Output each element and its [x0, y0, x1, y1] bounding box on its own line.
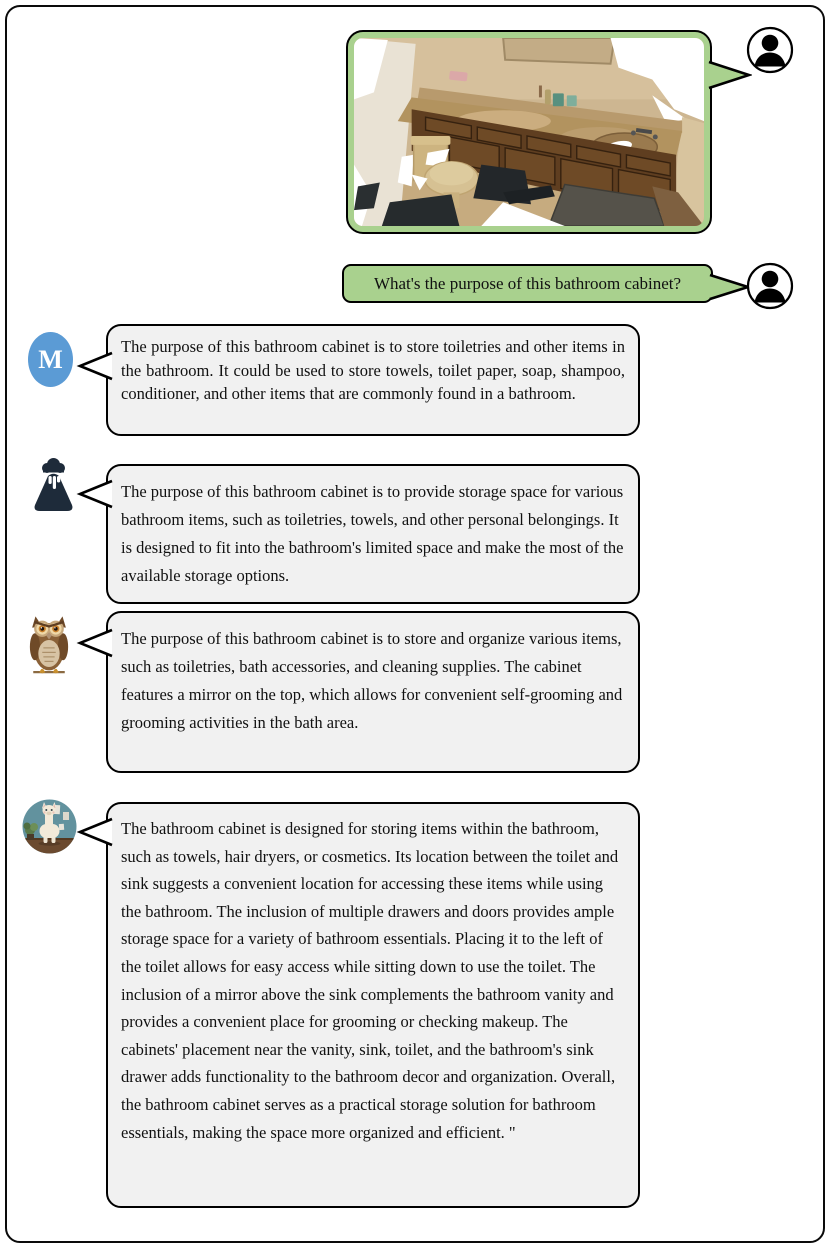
user-image-bubble — [346, 30, 712, 234]
model-m-avatar — [28, 332, 73, 387]
response-text-4: The bathroom cabinet is designed for storing items within the bathroom, such as towels, hair dryers, or cosmetics. Its location between the toilet and sink suggests a convenient location for accessing these items while using the bathroom. The inclusion of multiple drawers and doors provides ample storage space for a variety of bathroom essentials. Placing it to the left of the toilet allows for easy access while sitting down to use the toilet. The inclusion of a mirror above the sink complements the bathroom vanity and provides a convenient place for grooming or checking makeup. The cabinets' placement near the vanity, sink, toilet, and the bathroom's sink drawer adds functionality to the bathroom decor and organization. Overall, the bathroom cabinet serves as a practical storage solution for bathroom essentials, making the space more organized and efficient. " — [121, 819, 619, 1142]
question-text: What's the purpose of this bathroom cabinet? — [373, 273, 682, 293]
model-response-bubble-3 — [106, 611, 640, 773]
model-response-bubble-4 — [106, 802, 640, 1208]
bathroom-scan-image — [354, 38, 704, 226]
llama-avatar — [22, 799, 77, 854]
volcano-icon — [26, 456, 80, 514]
owl-icon — [22, 613, 76, 676]
user-question-bubble — [342, 264, 713, 303]
response-text-2: The purpose of this bathroom cabinet is to provide storage space for various bathroom items, such as toiletries, towels, and other personal belongings. It is designed to fit into the bathroom's limited space and make the most of the available storage options. — [121, 482, 624, 585]
user-person-icon — [746, 26, 794, 74]
model-response-bubble-1 — [106, 324, 640, 436]
response-text-1: The purpose of this bathroom cabinet is to store toiletries and other items in the bathroom. It could be used to store towels, toilet paper, soap, shampoo, conditioner, and other items that are commonly found in a bathroom. — [121, 337, 625, 403]
model-response-bubble-2 — [106, 464, 640, 604]
response-text-3: The purpose of this bathroom cabinet is to store and organize various items, such as toiletries, bath accessories, and cleaning supplies. The cabinet features a mirror on the top, which allows for convenient self-grooming and grooming activities in the bath area. — [121, 629, 623, 732]
model-m-letter: M — [38, 344, 63, 374]
user-person-icon — [746, 262, 794, 310]
